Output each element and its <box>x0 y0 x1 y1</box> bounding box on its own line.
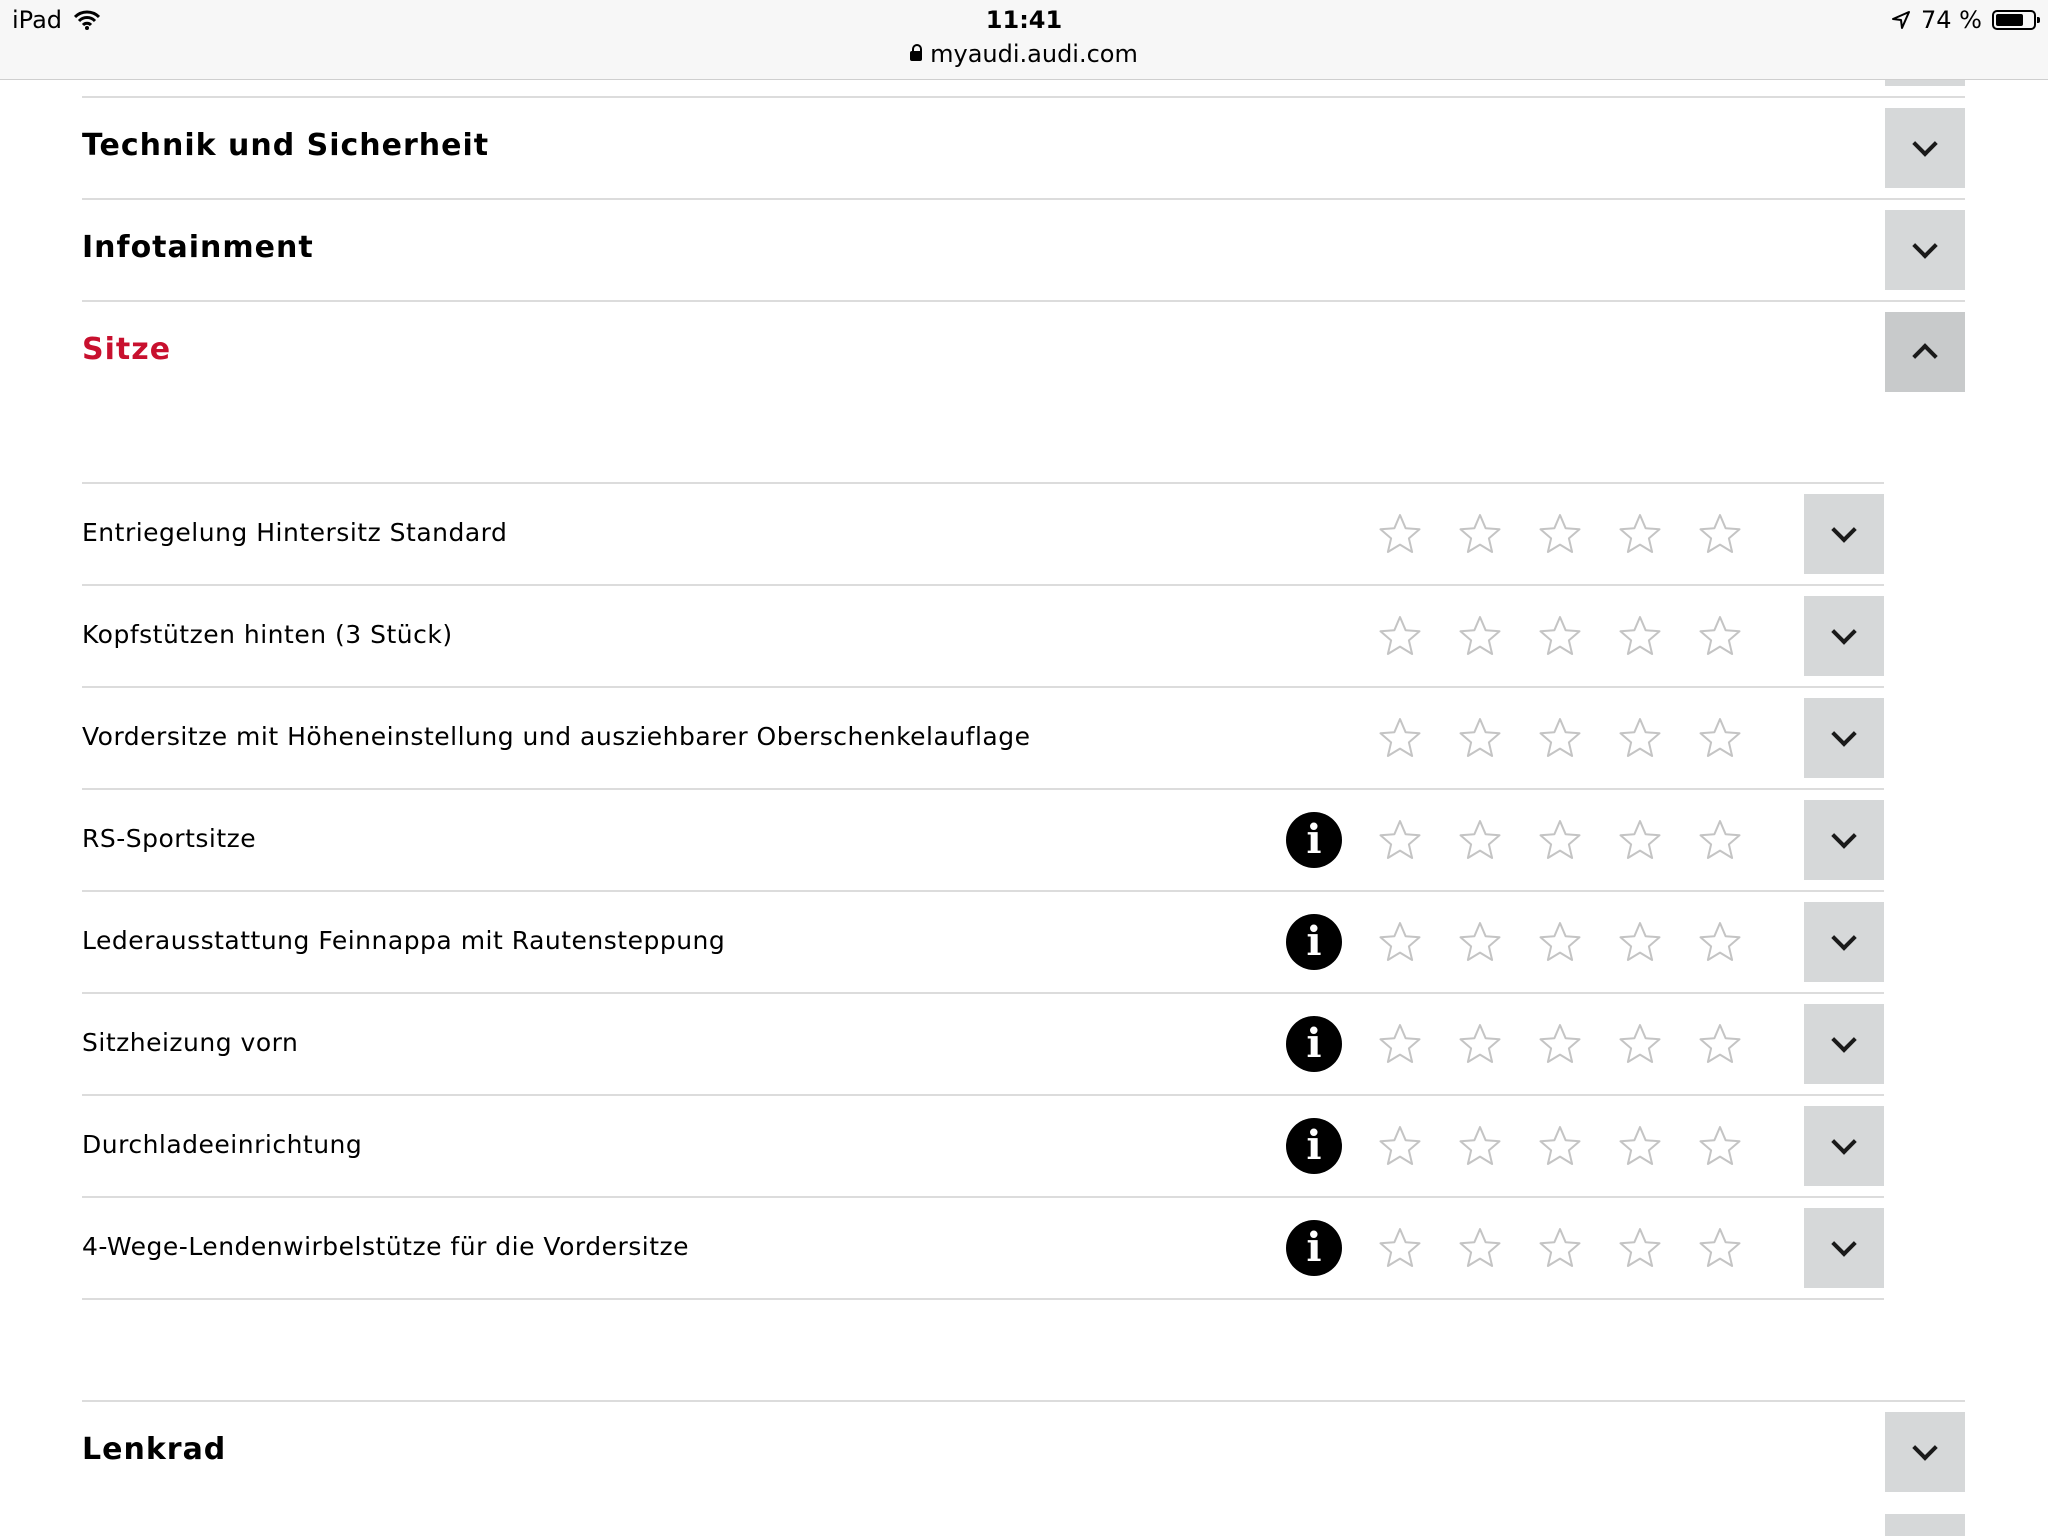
feature-row <box>82 992 1884 1094</box>
star-outline-icon[interactable] <box>1538 1124 1582 1168</box>
battery-percent: 74 % <box>1921 6 1982 34</box>
star-outline-icon[interactable] <box>1698 614 1742 658</box>
star-outline-icon[interactable] <box>1698 1226 1742 1270</box>
feature-label: 4-Wege-Lendenwirbelstütze für die Vordersitze <box>82 1232 690 1261</box>
star-outline-icon[interactable] <box>1378 920 1422 964</box>
chevron-down-icon <box>1912 131 1937 156</box>
section-title: Infotainment <box>82 230 314 265</box>
info-icon[interactable]: i <box>1286 1118 1342 1174</box>
feature-label: Sitzheizung vorn <box>82 1028 299 1057</box>
info-icon[interactable]: i <box>1286 1220 1342 1276</box>
expand-button[interactable] <box>1885 1412 1965 1492</box>
star-outline-icon[interactable] <box>1618 818 1662 862</box>
chevron-up-icon <box>1912 343 1937 368</box>
feature-label: RS-Sportsitze <box>82 824 257 853</box>
section-title: Technik und Sicherheit <box>82 128 490 163</box>
star-outline-icon[interactable] <box>1458 920 1502 964</box>
star-outline-icon[interactable] <box>1378 818 1422 862</box>
expand-button[interactable] <box>1804 494 1884 574</box>
section-technik-und-sicherheit <box>82 96 1965 198</box>
expand-button[interactable] <box>1804 1208 1884 1288</box>
section-title-active: Sitze <box>82 332 172 367</box>
expand-button[interactable] <box>1885 210 1965 290</box>
chevron-down-icon <box>1831 1129 1856 1154</box>
star-outline-icon[interactable] <box>1458 716 1502 760</box>
chevron-down-icon <box>1831 823 1856 848</box>
info-icon[interactable]: i <box>1286 1016 1342 1072</box>
star-outline-icon[interactable] <box>1538 920 1582 964</box>
info-icon[interactable]: i <box>1286 812 1342 868</box>
feature-label: Durchladeeinrichtung <box>82 1130 363 1159</box>
feature-row <box>82 1196 1884 1300</box>
address-bar[interactable] <box>0 40 2048 68</box>
feature-label: Kopfstützen hinten (3 Stück) <box>82 620 453 649</box>
star-outline-icon[interactable] <box>1618 512 1662 556</box>
star-outline-icon[interactable] <box>1458 512 1502 556</box>
feature-row <box>82 584 1884 686</box>
star-outline-icon[interactable] <box>1538 716 1582 760</box>
battery-icon <box>1992 10 2036 30</box>
feature-label: Vordersitze mit Höheneinstellung und ausziehbarer Oberschenkelauflage <box>82 722 1031 751</box>
lock-icon <box>910 51 922 61</box>
star-outline-icon[interactable] <box>1618 920 1662 964</box>
feature-row <box>82 686 1884 788</box>
feature-label: Entriegelung Hintersitz Standard <box>82 518 508 547</box>
feature-row <box>82 890 1884 992</box>
star-outline-icon[interactable] <box>1618 614 1662 658</box>
expand-button[interactable] <box>1804 1106 1884 1186</box>
star-outline-icon[interactable] <box>1458 1022 1502 1066</box>
star-outline-icon[interactable] <box>1378 512 1422 556</box>
star-outline-icon[interactable] <box>1378 1226 1422 1270</box>
star-outline-icon[interactable] <box>1458 1124 1502 1168</box>
star-outline-icon[interactable] <box>1538 1022 1582 1066</box>
expand-button[interactable] <box>1804 698 1884 778</box>
star-outline-icon[interactable] <box>1538 614 1582 658</box>
section-infotainment <box>82 198 1965 300</box>
star-outline-icon[interactable] <box>1378 614 1422 658</box>
expand-button[interactable] <box>1885 108 1965 188</box>
chevron-down-icon <box>1831 721 1856 746</box>
info-icon[interactable]: i <box>1286 914 1342 970</box>
star-outline-icon[interactable] <box>1378 1022 1422 1066</box>
status-right <box>1891 6 2036 34</box>
section-title: Lenkrad <box>82 1432 227 1467</box>
star-outline-icon[interactable] <box>1538 818 1582 862</box>
star-outline-icon[interactable] <box>1618 1226 1662 1270</box>
star-outline-icon[interactable] <box>1618 716 1662 760</box>
expand-button[interactable] <box>1804 800 1884 880</box>
chevron-down-icon <box>1831 517 1856 542</box>
star-outline-icon[interactable] <box>1698 1022 1742 1066</box>
location-arrow-icon <box>1891 10 1911 30</box>
star-outline-icon[interactable] <box>1458 818 1502 862</box>
feature-row <box>82 1094 1884 1196</box>
star-outline-icon[interactable] <box>1458 1226 1502 1270</box>
feature-row <box>82 788 1884 890</box>
star-outline-icon[interactable] <box>1458 614 1502 658</box>
expand-button[interactable] <box>1804 596 1884 676</box>
url-text: myaudi.audi.com <box>930 40 1138 68</box>
sitze-feature-list <box>82 482 1884 1300</box>
star-outline-icon[interactable] <box>1698 920 1742 964</box>
star-outline-icon[interactable] <box>1538 1226 1582 1270</box>
clock: 11:41 <box>985 6 1063 34</box>
chevron-down-icon <box>1831 619 1856 644</box>
star-outline-icon[interactable] <box>1698 716 1742 760</box>
star-outline-icon[interactable] <box>1698 512 1742 556</box>
chevron-down-icon <box>1831 925 1856 950</box>
partial-expand-button[interactable] <box>1885 80 1965 86</box>
star-outline-icon[interactable] <box>1618 1124 1662 1168</box>
partial-expand-button[interactable] <box>1885 1514 1965 1536</box>
star-outline-icon[interactable] <box>1378 716 1422 760</box>
device-name: iPad <box>12 6 63 34</box>
star-outline-icon[interactable] <box>1538 512 1582 556</box>
star-outline-icon[interactable] <box>1618 1022 1662 1066</box>
feature-label: Lederausstattung Feinnappa mit Rautensteppung <box>82 926 726 955</box>
browser-status-bar <box>0 0 2048 80</box>
expand-button[interactable] <box>1804 1004 1884 1084</box>
chevron-down-icon <box>1831 1231 1856 1256</box>
expand-button[interactable] <box>1804 902 1884 982</box>
chevron-down-icon <box>1831 1027 1856 1052</box>
chevron-down-icon <box>1912 233 1937 258</box>
chevron-down-icon <box>1912 1435 1937 1460</box>
section-sitze <box>82 300 1965 402</box>
star-outline-icon[interactable] <box>1378 1124 1422 1168</box>
star-outline-icon[interactable] <box>1698 1124 1742 1168</box>
collapse-button[interactable] <box>1885 312 1965 392</box>
feature-row <box>82 482 1884 584</box>
star-outline-icon[interactable] <box>1698 818 1742 862</box>
section-lenkrad <box>82 1400 1965 1502</box>
